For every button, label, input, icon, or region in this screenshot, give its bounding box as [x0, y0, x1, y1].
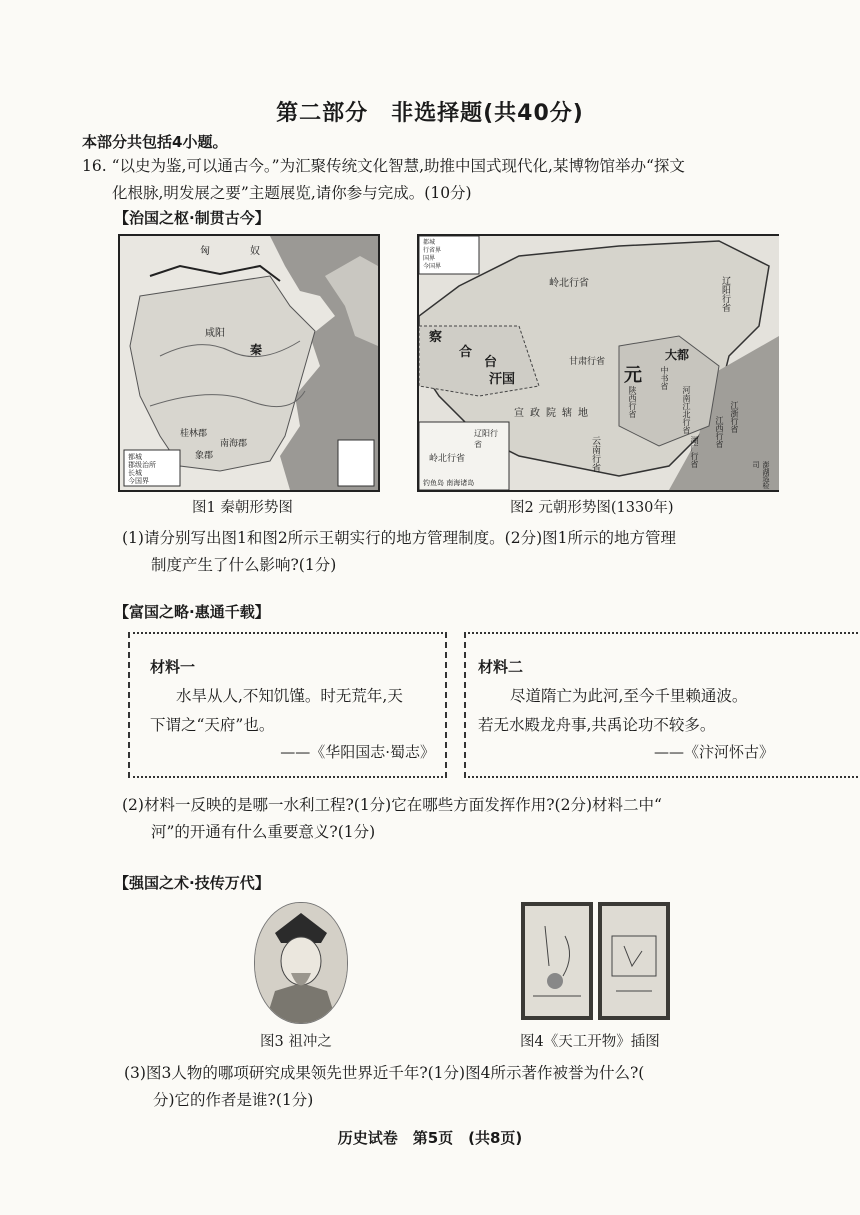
q3-line2: 分)它的作者是谁?(1分) — [153, 1091, 314, 1109]
tiangong-illustration-left — [521, 902, 593, 1020]
material-2-line2: 若无水殿龙舟事,共禹论功不较多。 — [478, 716, 716, 734]
map2-label-14: 湖广行省 — [690, 436, 699, 468]
page-footer: 历史试卷 第5页 (共8页) — [337, 1129, 523, 1147]
fig4-caption: 图4《天工开物》插图 — [520, 1034, 660, 1050]
map2-label-3: 合 — [459, 345, 473, 360]
q1-line1: (1)请分别写出图1和图2所示王朝实行的地方管理制度。(2分)图1所示的地方管理 — [122, 529, 676, 547]
legend-item: 都城 — [128, 453, 142, 461]
section-heading-governance: 【治国之枢·制贯古今】 — [114, 209, 270, 227]
map2-label-0: 岭北行省 — [549, 278, 589, 289]
map1-label-0: 匈 — [200, 246, 210, 257]
fig2-caption: 图2 元朝形势图(1330年) — [510, 500, 674, 516]
part-intro: 本部分共包括4小题。 — [82, 133, 228, 151]
material-1-line2: 下谓之“天府”也。 — [150, 716, 275, 734]
material-1-source: ——《华阳国志·蜀志》 — [280, 743, 435, 761]
map1-label-1: 奴 — [250, 246, 260, 257]
map2-label-1: 辽阳行省 — [720, 276, 730, 312]
q3-line1: (3)图3人物的哪项研究成果领先世界近千年?(1分)图4所示著作被誉为什么?( — [124, 1064, 645, 1082]
material-1-box — [128, 632, 447, 778]
map2-label-16: 云南行省 — [590, 436, 600, 472]
zu-chongzhi-portrait — [254, 902, 348, 1024]
legend-item: 国界 — [423, 255, 436, 262]
map2-label-18: 岭北行省 — [429, 454, 466, 464]
material-2-label: 材料二 — [478, 658, 524, 676]
material-2-line1: 尽道隋亡为此河,至今千里赖通波。 — [510, 687, 748, 705]
map2-label-6: 元 — [624, 365, 642, 386]
tiangong-illustration-right — [598, 902, 670, 1020]
legend-item: 今国界 — [423, 263, 442, 270]
question-16-stem — [82, 153, 860, 207]
yuan-map-figure — [417, 234, 779, 492]
q2-line1: (2)材料一反映的是哪一水利工程?(1分)它在哪些方面发挥作用?(2分)材料二中“ — [122, 796, 662, 814]
question-1 — [122, 525, 860, 579]
map2-label-11: 河南江北行省 — [682, 386, 691, 434]
legend-item: 郡级治所 — [128, 461, 156, 469]
question-2 — [122, 792, 860, 846]
material-1-line1: 水旱从人,不知饥馑。时无荒年,天 — [176, 687, 403, 705]
map2-label-5: 汗国 — [489, 372, 516, 387]
map2-label-7: 大都 — [665, 348, 690, 362]
illustration-image — [602, 906, 666, 1016]
map2-label-9: 陕西行省 — [628, 386, 637, 418]
q2-line2: 河”的开通有什么重要意义?(1分) — [151, 823, 376, 841]
map2-label-4: 台 — [484, 355, 498, 370]
map1-label-6: 象郡 — [195, 451, 214, 461]
q16-line2: 化根脉,明发展之要”主题展览,请你参与完成。(10分) — [112, 184, 472, 202]
page-title: 第二部分 非选择题(共40分) — [276, 101, 584, 126]
qin-map-image — [120, 236, 378, 490]
map2-label-13: 江西行省 — [715, 416, 724, 448]
material-1-label: 材料一 — [150, 658, 196, 676]
map2-label-2: 察 — [429, 330, 443, 345]
legend-item: 都城 — [423, 239, 436, 246]
legend-item: 今国界 — [128, 477, 149, 485]
map1-label-5: 南海郡 — [220, 439, 248, 449]
map1-label-2: 咸阳 — [205, 328, 225, 339]
map2-label-8: 甘肃行省 — [569, 357, 606, 367]
qin-map-figure — [118, 234, 380, 492]
map2-label-12: 江浙行省 — [730, 401, 739, 433]
material-2-box — [464, 632, 860, 778]
legend-item: 长城 — [128, 469, 142, 477]
portrait-image — [255, 903, 347, 1023]
legend-item: 行省界 — [423, 247, 442, 254]
fig1-caption: 图1 秦朝形势图 — [192, 500, 293, 516]
map1-label-4: 桂林郡 — [180, 429, 208, 439]
map2-corner-label: 钓鱼岛 南海诸岛 — [423, 479, 475, 487]
section-heading-technology: 【强国之术·技传万代】 — [114, 874, 270, 892]
illustration-image — [525, 906, 589, 1016]
question-3 — [124, 1060, 860, 1114]
material-2-source: ——《汴河怀古》 — [653, 743, 774, 761]
section-heading-economy: 【富国之略·惠通千载】 — [114, 603, 270, 621]
q16-line1: 16. “以史为鉴,可以通古今。”为汇聚传统文化智慧,助推中国式现代化,某博物馆举办“探文 — [82, 157, 685, 175]
map1-label-3: 秦 — [250, 343, 263, 357]
map1-legend — [128, 453, 156, 485]
map2-label-19: 辽阳行省 — [474, 429, 498, 449]
fig3-caption: 图3 祖冲之 — [260, 1034, 332, 1050]
map2-label-17: 澎湖巡检司 — [752, 461, 770, 489]
map2-label-10: 中书省 — [660, 366, 669, 390]
map2-legend — [423, 239, 441, 271]
map2-label-15: 宣政院辖地 — [514, 408, 594, 419]
q1-line2: 制度产生了什么影响?(1分) — [151, 556, 337, 574]
